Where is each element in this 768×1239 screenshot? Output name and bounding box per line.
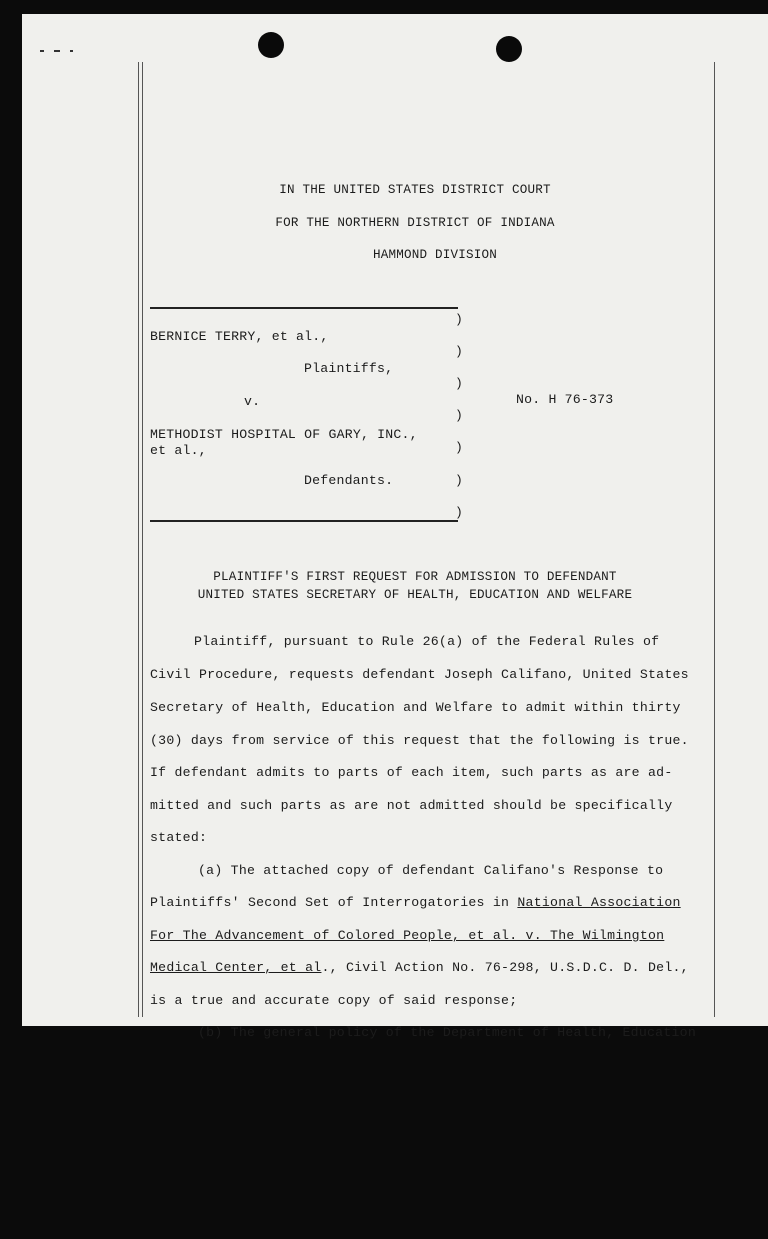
punch-hole-left <box>258 32 284 58</box>
document-page <box>22 14 768 1040</box>
body-line: mitted and such parts as are not admitted should be specifically <box>150 798 673 813</box>
item-b-line: (b) The general policy of the Department of Health, Education <box>198 1025 696 1040</box>
court-district: FOR THE NORTHERN DISTRICT OF INDIANA <box>275 216 555 230</box>
left-margin-rule <box>142 62 143 1017</box>
caption-paren: ) <box>455 344 463 359</box>
scan-speck <box>70 50 73 52</box>
left-margin-rule <box>138 62 139 1017</box>
caption-paren: ) <box>455 505 463 520</box>
caption-paren: ) <box>455 473 463 488</box>
document-title-line2: UNITED STATES SECRETARY OF HEALTH, EDUCATION AND WELFARE <box>197 588 633 602</box>
plaintiff-role: Plaintiffs, <box>304 361 394 376</box>
court-division: HAMMOND DIVISION <box>372 248 498 262</box>
punch-hole-right <box>496 36 522 62</box>
case-citation: National Association <box>517 895 681 910</box>
caption-paren: ) <box>455 376 463 391</box>
caption-bottom-rule <box>150 520 458 522</box>
item-a-text: ., Civil Action No. 76-298, U.S.D.C. D. Del., <box>321 960 689 975</box>
body-line: Secretary of Health, Education and Welfare to admit within thirty <box>150 700 681 715</box>
item-a-line: is a true and accurate copy of said response; <box>150 993 518 1008</box>
court-name: IN THE UNITED STATES DISTRICT COURT <box>279 183 551 197</box>
item-a-text: Plaintiffs' Second Set of Interrogatories in <box>150 895 518 910</box>
body-line: (30) days from service of this request that the following is true. <box>150 733 689 748</box>
body-line: stated: <box>150 830 208 845</box>
case-citation: For The Advancement of Colored People, et al. v. The Wilmington <box>150 928 665 943</box>
body-line: Plaintiff, pursuant to Rule 26(a) of the Federal Rules of <box>194 634 660 649</box>
document-title-line1: PLAINTIFF'S FIRST REQUEST FOR ADMISSION TO DEFENDANT <box>213 570 617 584</box>
caption-top-rule <box>150 307 458 309</box>
defendant-name: METHODIST HOSPITAL OF GARY, INC., <box>150 427 418 442</box>
item-a-line <box>150 895 681 910</box>
defendant-role: Defendants. <box>304 473 394 488</box>
body-line: Civil Procedure, requests defendant Joseph Califano, United States <box>150 667 689 682</box>
caption-paren: ) <box>455 408 463 423</box>
item-a-line <box>150 960 689 975</box>
right-margin-rule <box>714 62 715 1017</box>
case-citation: Medical Center, et al <box>150 960 322 975</box>
case-number: No. H 76-373 <box>516 392 614 407</box>
versus: v. <box>244 394 261 409</box>
plaintiff-name: BERNICE TERRY, et al., <box>150 329 329 344</box>
caption-paren: ) <box>455 312 463 327</box>
defendant-et-al: et al., <box>150 443 207 458</box>
item-a-line: (a) The attached copy of defendant Califano's Response to <box>198 863 664 878</box>
caption-paren: ) <box>455 440 463 455</box>
scan-speck <box>40 50 44 52</box>
scan-speck <box>54 50 60 52</box>
body-line: If defendant admits to parts of each item, such parts as are ad- <box>150 765 673 780</box>
